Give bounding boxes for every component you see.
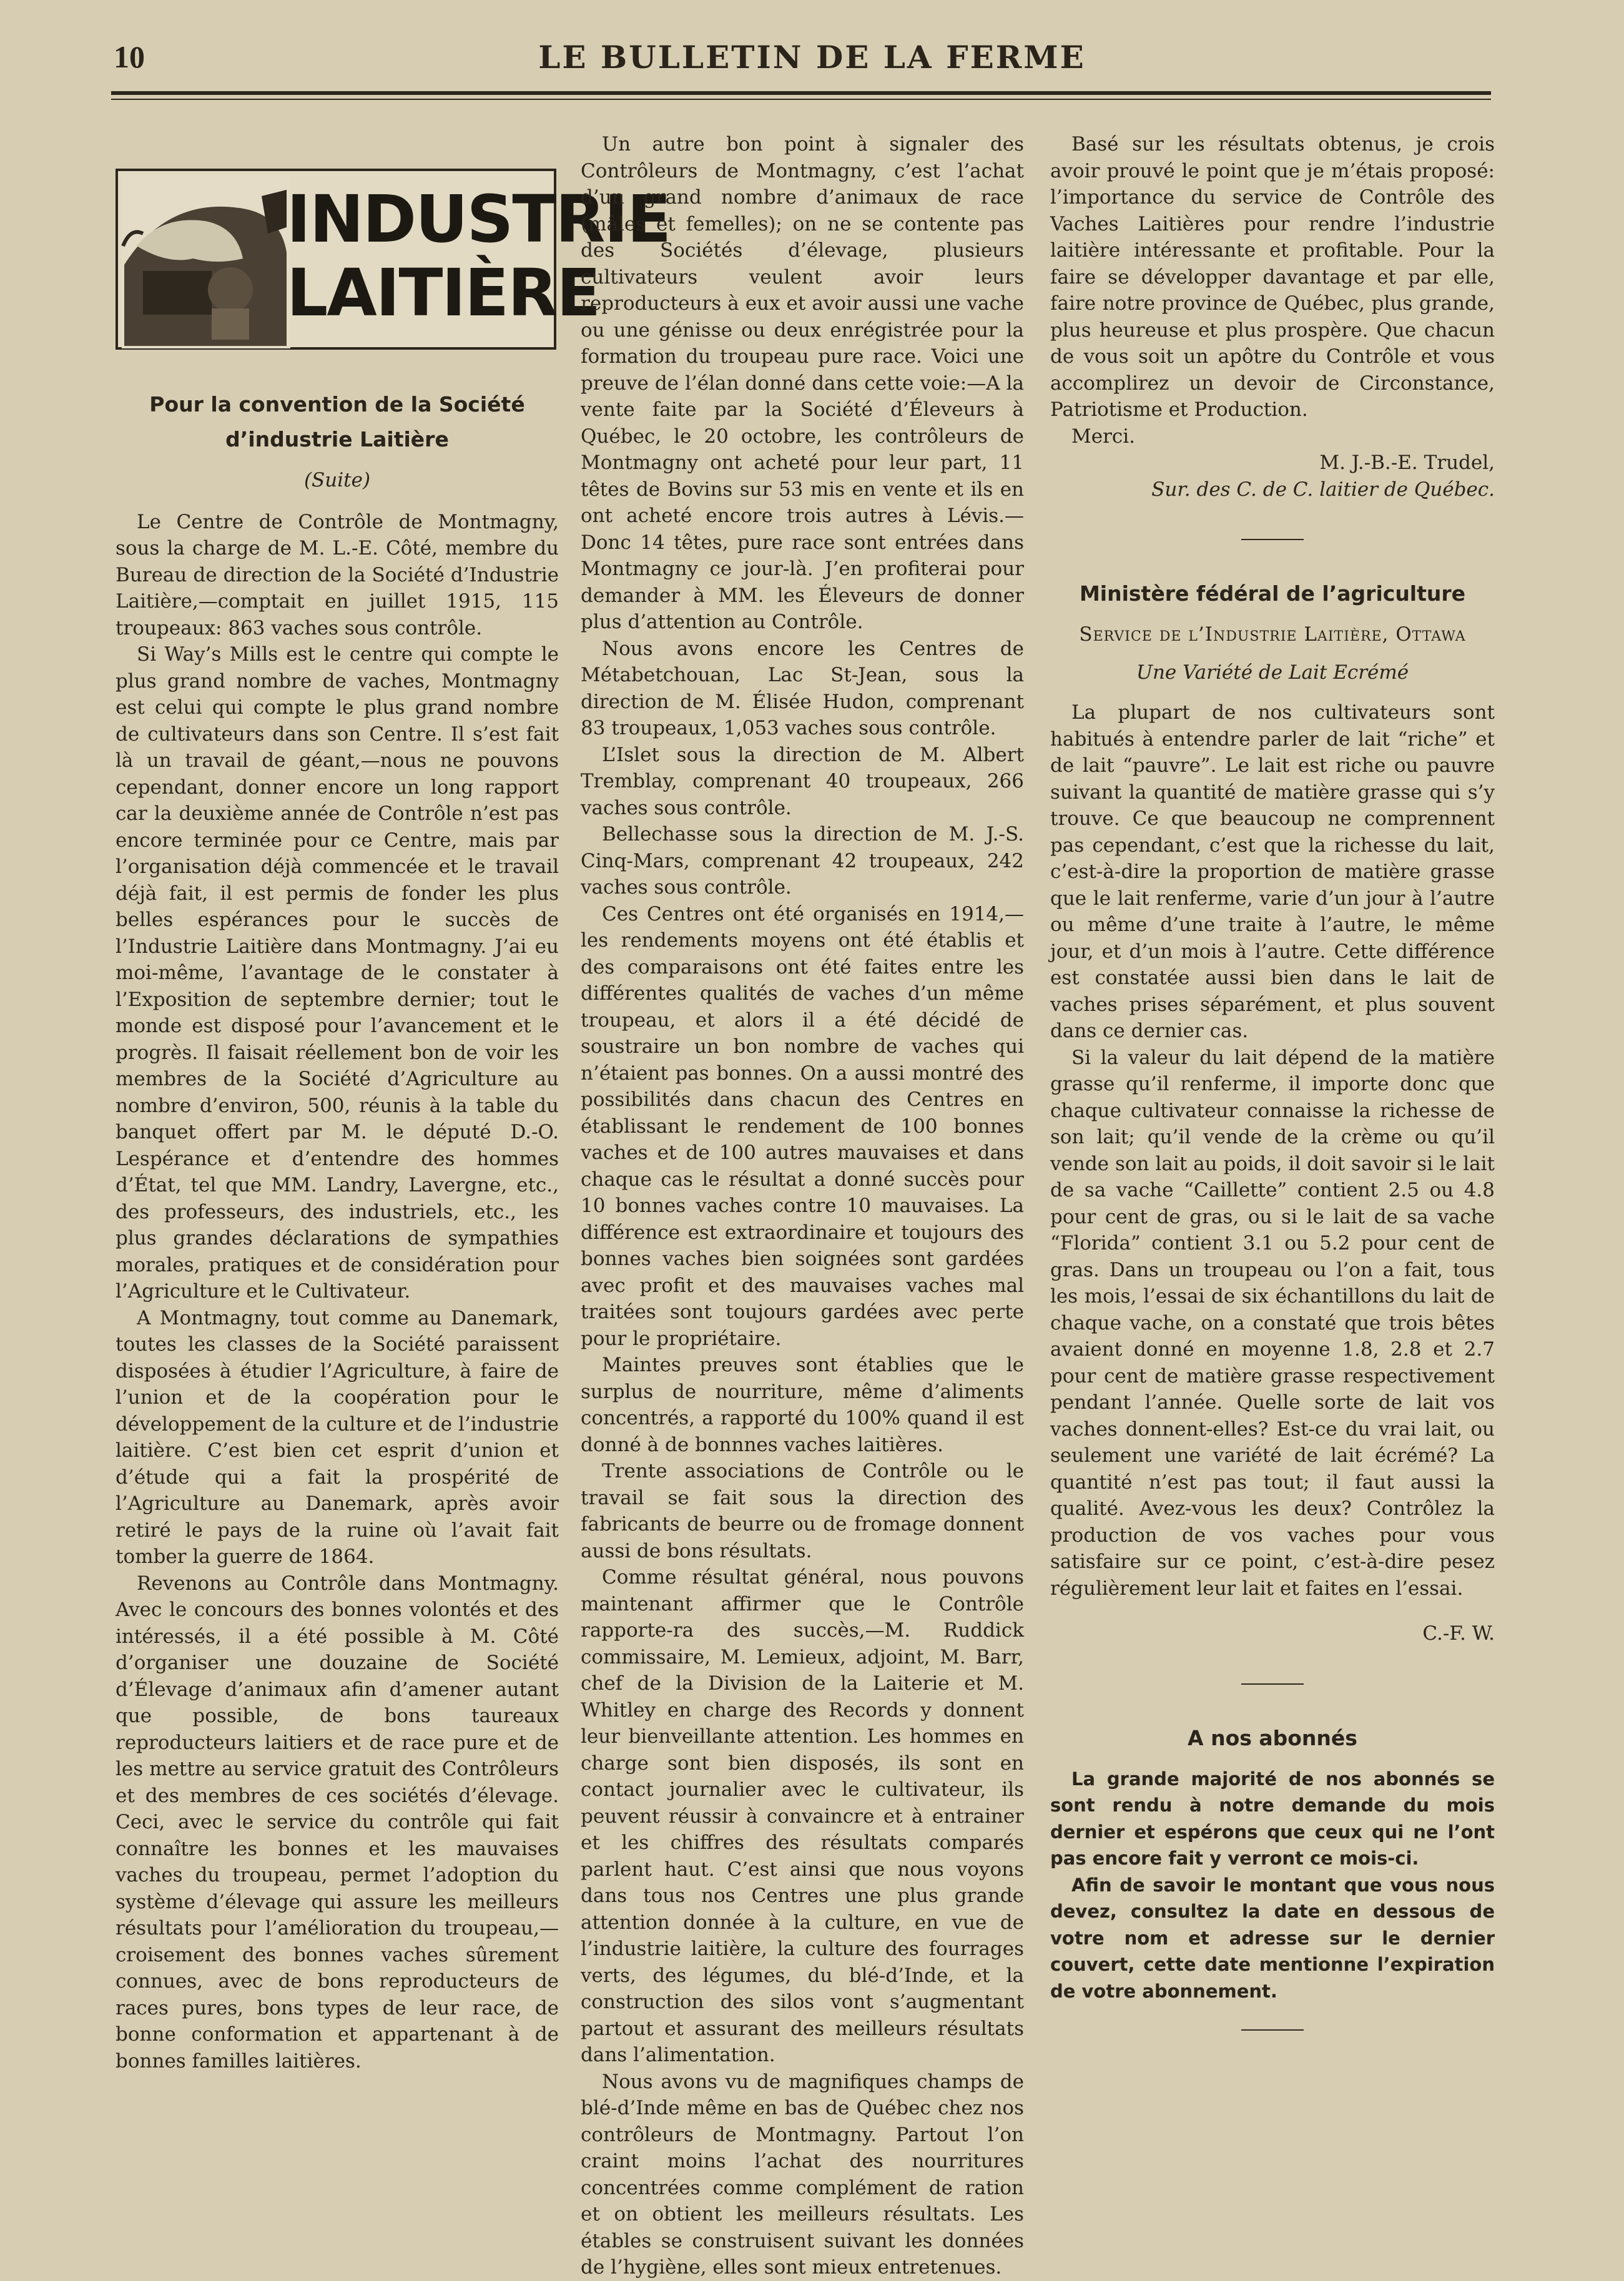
column-3 bbox=[1050, 131, 1495, 2067]
suite-label: (Suite) bbox=[303, 469, 371, 491]
notice-subscribers bbox=[1050, 1721, 1495, 2005]
paragraph: Nous avons vu de magnifiques champs de blé-d’Inde même en bas de Québec chez nos contrôleurs de Montmagny. Partout l’on craint moins l’achat des nourritures concentrées comme complément de ration et on obtient les meilleurs résultats. Les étables se construisent suivant les données de l’hygiène, elles sont mieux entretenues. bbox=[581, 2070, 1024, 2279]
paragraph: Bellechasse sous la direction de M. J.-S. Cinq-Mars, comprenant 42 troupeaux, 242 vaches sous contrôle. bbox=[581, 823, 1024, 899]
paragraph: Merci. bbox=[1071, 425, 1136, 448]
paragraph: Afin de savoir le montant que vous nous devez, consultez la date en dessous de votre nom et adresse sur le dernier couvert, cette date mentionne l’expiration de votre abonnement. bbox=[1050, 1874, 1495, 2002]
column-1 bbox=[116, 131, 671, 2074]
paragraph: Si Way’s Mills est le centre qui compte le plus grand nombre de vaches, Montmagny est celui qui compte le plus grand nombre de cultivateurs dans son Centre. Il s’est fait là un travail de géant,—nous ne pouvons cependant, donner encore un long rapport car la deuxième année de Contrôle n’est pas encore terminée pour ce Centre, mais par l’organisation déjà commencée et le travail déjà fait, il est permis de fonder les plus belles espérances pour le succès de l’Industrie Laitière dans Montmagny. J’ai eu moi-même, l’avantage de le constater à l’Exposition de septembre dernier; tout le monde est disposé pour l’avancement et le progrès. Il faisait réellement bon de voir les membres de la Société d’Agriculture au nombre d’environ, 500, réunis à la table du banquet offert par M. le député D.-O. Lespérance et d’entendre des hommes d’État, tel que MM. Landry, Lavergne, etc., des professeurs, des industriels, etc., les plus grandes déclarations de sympathies morales, pratiques et de considération pour l’Agriculture et le Cultivateur. bbox=[116, 643, 559, 1303]
column-2 bbox=[581, 131, 1024, 2281]
signature: M. J.-B.-E. Trudel, bbox=[1319, 451, 1495, 474]
header-rule-thick bbox=[111, 91, 1491, 95]
divider bbox=[1241, 2029, 1304, 2031]
paragraph: La grande majorité de nos abonnés se sont rendu à notre demande du mois dernier et espérons que ceux qui ne l’ont pas encore fait y verront ce mois-ci. bbox=[1050, 1768, 1495, 1869]
paragraph: A Montmagny, tout comme au Danemark, toutes les classes de la Société paraissent disposées à étudier l’Agriculture, à faire de l’union et de la coopération pour le développement de la culture et de l’industrie laitière. C’est bien cet esprit d’union et d’étude qui a fait la prospérité de l’Agriculture au Danemark, après avoir retiré le pays de la ruine où l’avait fait tomber la guerre de 1864. bbox=[116, 1306, 559, 1568]
section-heading: A nos abonnés bbox=[1188, 1725, 1357, 1750]
service-line: Service de l’Industrie Laitière, Ottawa bbox=[1079, 623, 1466, 646]
paragraph: Nous avons encore les Centres de Métabetchouan, Lac St-Jean, sous la direction de M. Élisée Hudon, comprenant 83 troupeaux, 1,053 vaches sous contrôle. bbox=[581, 637, 1024, 739]
divider bbox=[1241, 1683, 1304, 1685]
section-heading: Ministère fédéral de l’agriculture bbox=[1079, 581, 1466, 606]
paragraph: Un autre bon point à signaler des Contrôleurs de Montmagny, c’est l’achat d’un grand nombre d’animaux de race (mâles et femelles); on ne se contente pas des Sociétés d’élevage, plusieurs cultivateurs veulent avoir leurs reproducteurs à eux et avoir aussi une vache ou une génisse ou deux enrégistrée pour la formation du troupeau pure race. Voici une preuve de l’élan donné dans cette voie:—A la vente faite par la Société d’Éleveurs à Québec, le 20 octobre, les contrôleurs de Montmagny ont acheté pour leur part, 11 têtes de Bovins sur 53 mis en vente et ils en ont acheté encore trois autres à Lévis.—Donc 14 têtes, pure race sont entrées dans Montmagny ce jour-là. J’en profiterai pour demander à MM. les Éleveurs de donner plus d’attention au Contrôle. bbox=[581, 133, 1024, 633]
article-subtitle: Une Variété de Lait Ecrémé bbox=[1136, 661, 1409, 684]
paragraph: Ces Centres ont été organisés en 1914,—les rendements moyens ont été établis et des comparaisons ont été faites entre les différentes qualités de vaches d’un même troupeau, et alors il a été décidé de soustraire un bon nombre de vaches qui n’étaient pas bonnes. On a aussi montré des possibilités dans chacun des Centres en établissant le rendement de 100 bonnes vaches et de 100 autres mauvaises et dans chaque cas le résultat a donné succès pour 10 bonnes vaches contre 10 mauvaises. La différence est extraordinaire et toujours des bonnes vaches bien soignées sont gardées avec profit et des mauvaises vaches mal traitées sont toujours gardées avec perte pour le propriétaire. bbox=[581, 902, 1024, 1350]
signature-title: Sur. des C. de C. laitier de Québec. bbox=[1151, 478, 1495, 501]
paragraph: La plupart de nos cultivateurs sont habitués à entendre parler de lait “riche” et de lait “pauvre”. Le lait est riche ou pauvre suivant la quantité de matière grasse qui s’y trouve. Ce que beaucoup ne comprennent pas cependant, c’est que la richesse du lait, c’est-à-dire la proportion de matière grasse que le lait renferme, varie d’un jour à l’autre ou même d’une traite à l’autre, le même jour, et d’un mois à l’autre. Cette différence est constatée aussi bien dans le lait de vaches prises séparément, et plus souvent dans ce dernier cas. bbox=[1050, 701, 1495, 1042]
logo-title bbox=[287, 181, 671, 331]
page-number: 10 bbox=[114, 39, 145, 74]
masthead-title: LE BULLETIN DE LA FERME bbox=[538, 39, 1086, 76]
header-rule-thin bbox=[111, 99, 1491, 100]
logo-line-1: INDUSTRIE bbox=[287, 181, 671, 257]
paragraph: Revenons au Contrôle dans Montmagny. Avec le concours des bonnes volontés et des intéressés, il a été possible à M. Côté d’organiser une douzaine de Société d’Élevage d’animaux afin d’amener autant que possible, de bons taureaux reproducteurs laitiers et de race pure et de les mettre au service gratuit des Contrôleurs et des membres de ces sociétés d’élevage. Ceci, avec le service du contrôle qui fait connaître les bonnes et les mauvaises vaches du troupeau, permet l’adoption du système d’élevage qui assure les meilleurs résultats pour l’amélioration du troupeau,—croisement des bonnes vaches sûrement connues, avec de bons reproducteurs de races pures, bons types de leur race, de bonne conformation et appartenant à de bonnes familles laitières. bbox=[116, 1572, 559, 2072]
paragraph: Si la valeur du lait dépend de la matière grasse qu’il renferme, il importe donc que chaque cultivateur connaisse la richesse de son lait; qu’il vende de la crème ou qu’il vende son lait au poids, il doit savoir si le lait de sa vache “Caillette” contient 2.5 ou 4.8 pour cent de gras, ou si le lait de sa vache “Florida” contient 3.1 ou 5.2 pour cent de gras. Dans un troupeau ou l’on a fait, tous les mois, l’essai de six échantillons du lait de chaque vache, on a constaté que trois bêtes avaient donné en moyenne 1.8, 2.8 et 2.7 pour cent de matière grasse respectivement pendant l’année. Quelle sorte de lait vos vaches donnent-elles? Est-ce du vrai lait, ou seulement une variété de lait écrémé? La quantité n’est pas tout; il faut aussi la qualité. Avez-vous les deux? Contrôlez la production de vos vaches pour vous satisfaire sur ce point, c’est-à-dire pesez régulièrement leur lait et faites en l’essai. bbox=[1050, 1046, 1495, 1600]
paragraph: Basé sur les résultats obtenus, je crois avoir prouvé le point que je m’étais proposé: l’importance du service de Contrôle des Vaches Laitières pour rendre l’industrie laitière intéressante et profitable. Pour la faire se développer davantage et par elle, faire notre province de Québec, plus grande, plus heureuse et plus prospère. Que chacun de vous soit un apôtre du Contrôle et vous accomplirez un devoir de Circonstance, Patriotisme et Production. bbox=[1050, 133, 1495, 421]
logo-line-2: LAITIÈRE bbox=[287, 255, 600, 331]
paragraph: Trente associations de Contrôle ou le travail se fait sous la direction des fabricants de beurre ou de fromage donnent aussi de bons résultats. bbox=[581, 1460, 1024, 1562]
signature: C.-F. W. bbox=[1422, 1622, 1495, 1645]
paragraph: L’Islet sous la direction de M. Albert Tremblay, comprenant 40 troupeaux, 266 vaches sous contrôle. bbox=[581, 743, 1024, 819]
paragraph: Comme résultat général, nous pouvons maintenant affirmer que le Contrôle rapporte-ra des succès,—M. Ruddick commissaire, M. Lemieux, adjoint, M. Barr, chef de la Division de la Laiterie et M. Whitley en charge des Records y donnent leur bienveillante attention. Les hommes en charge sont bien disposés, ils sont en contact journalier avec le cultivateur, ils peuvent réussir à convaincre et à entrainer et les chiffres des résultats comparés parlent haut. C’est ainsi que nous voyons dans tous nos Centres une plus grande attention donnée à la culture, en vue de l’industrie laitière, la culture des fourrages verts, des légumes, du blé-d’Inde, et la construction des silos vont s’augmentant partout et assurant des meilleurs résultats dans l’alimentation. bbox=[581, 1566, 1024, 2066]
industrie-laitiere-logo bbox=[116, 169, 671, 350]
paragraph: Le Centre de Contrôle de Montmagny, sous la charge de M. L.-E. Côté, membre du Bureau de direction de la Société d’Industrie Laitière,—comptait en juillet 1915, 115 troupeaux: 863 vaches sous contrôle. bbox=[116, 510, 559, 639]
paragraph: Maintes preuves sont établies que le surplus de nourriture, même d’aliments concentrés, a rapporté du 100% quand il est donné à de bonnnes vaches laitières. bbox=[581, 1354, 1024, 1456]
divider bbox=[1241, 539, 1304, 540]
section-heading: Pour la convention de la Société d’industrie Laitière bbox=[149, 392, 525, 451]
